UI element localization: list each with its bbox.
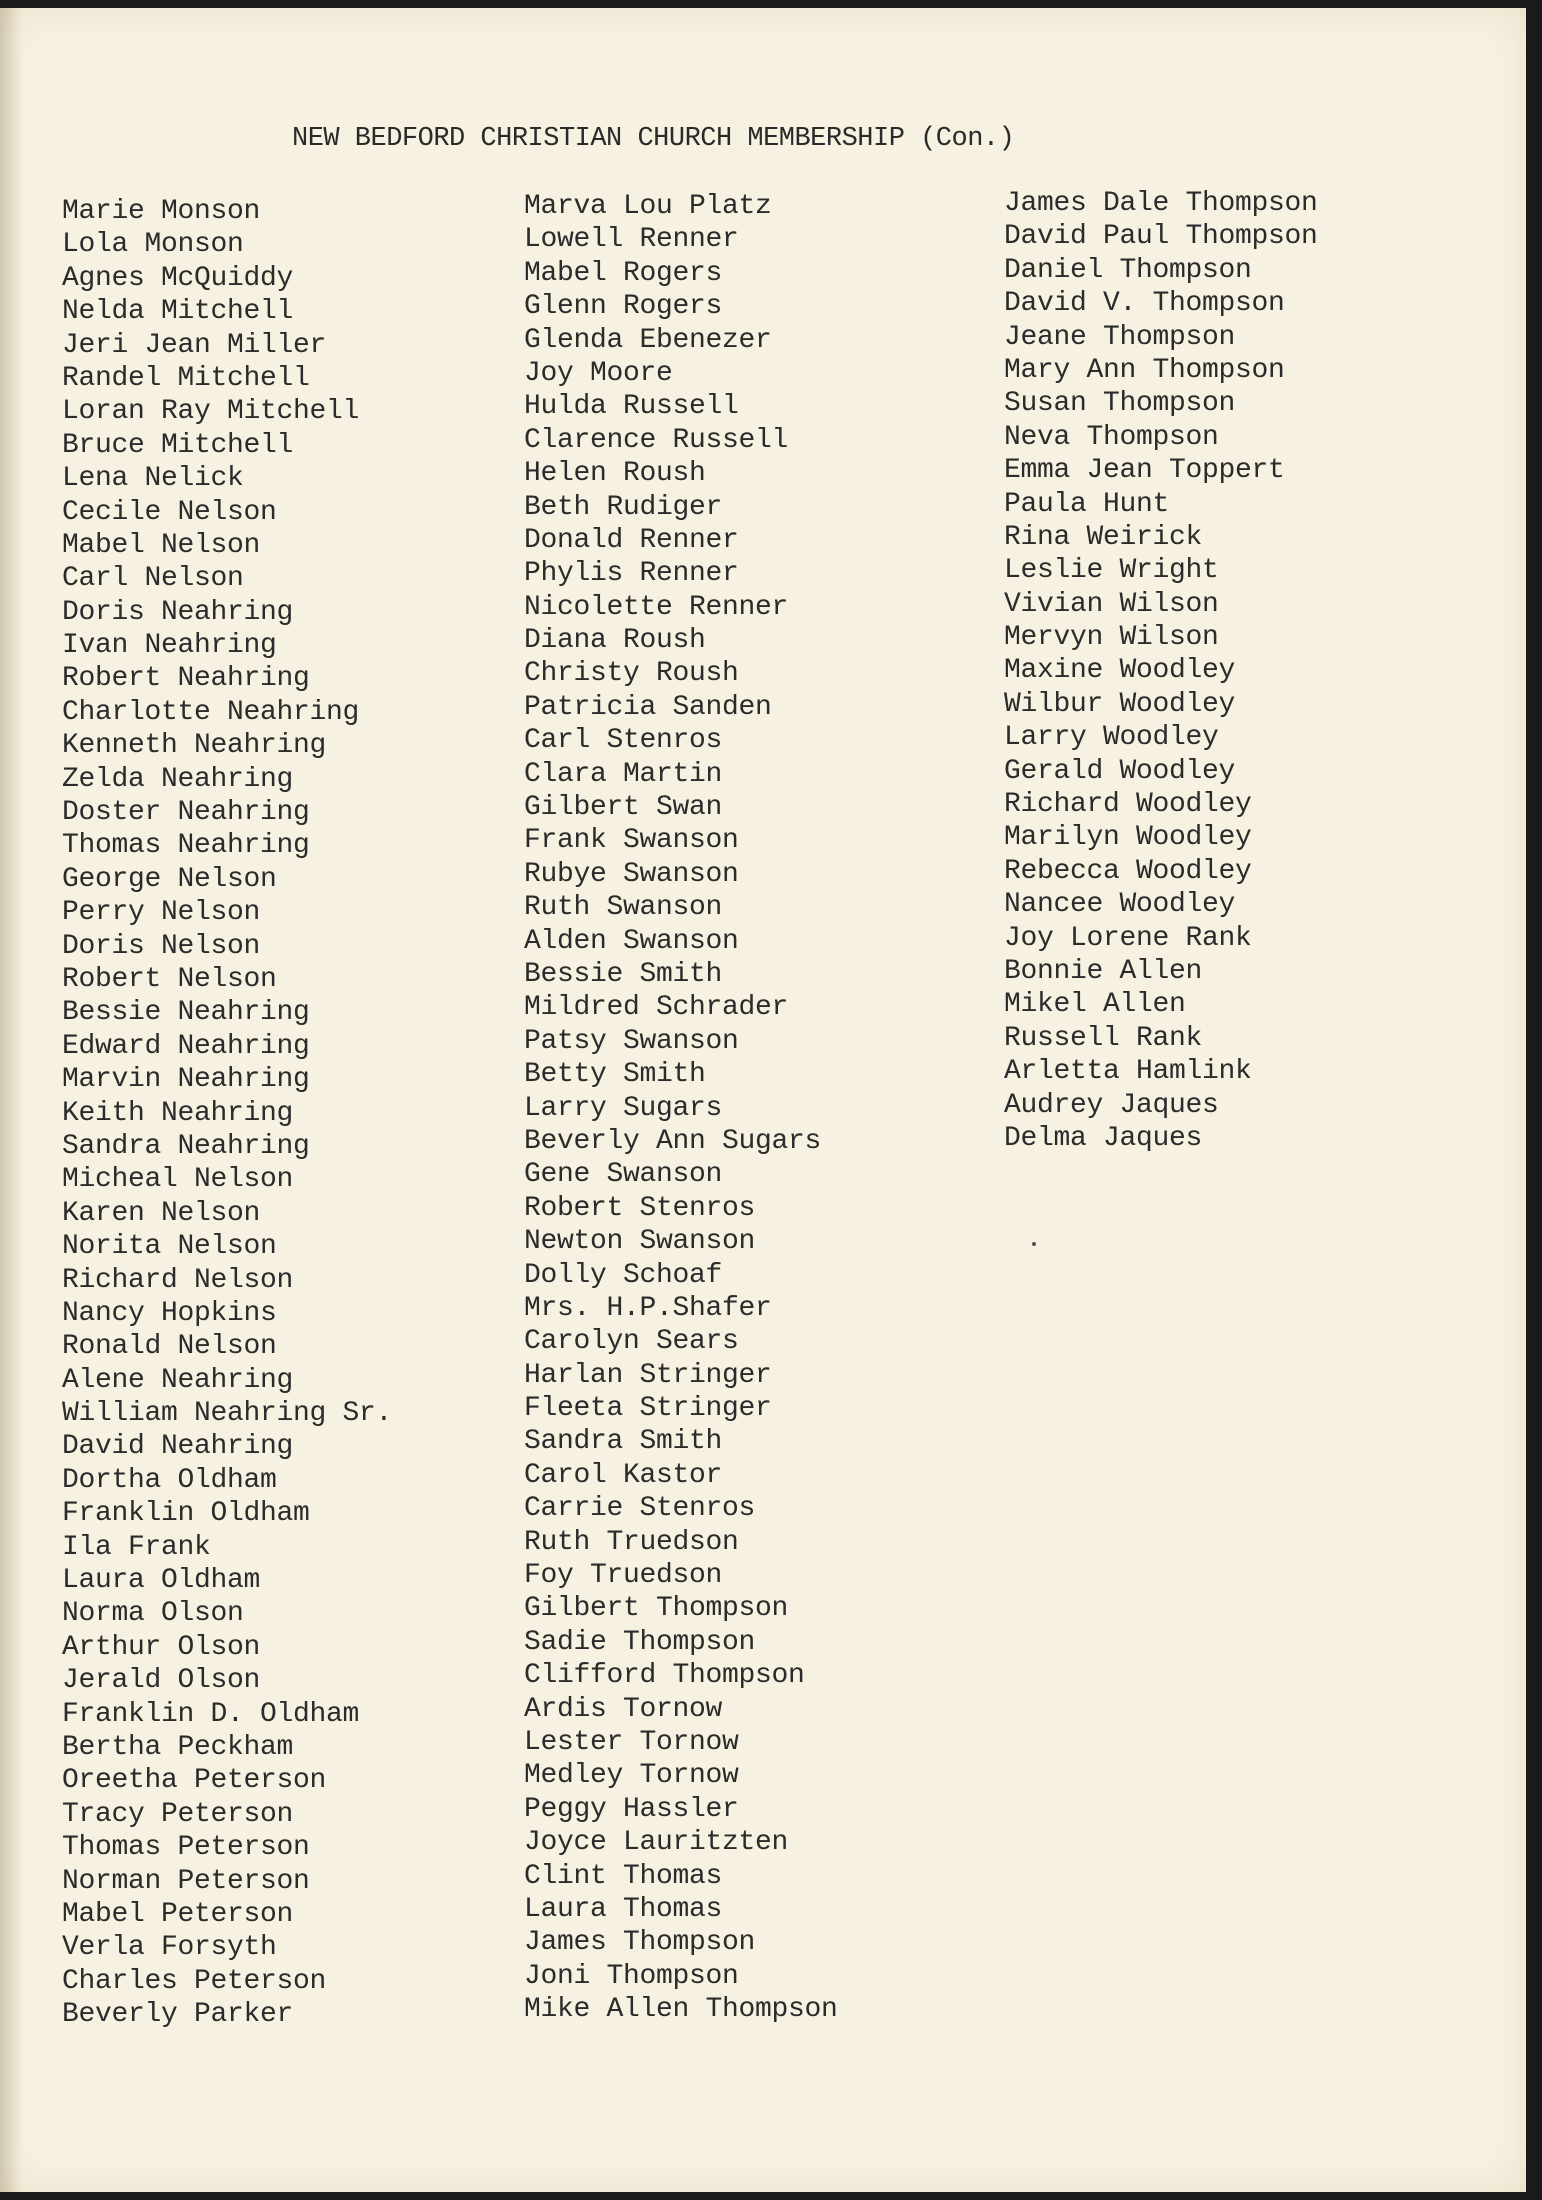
member-name: Kenneth Neahring bbox=[62, 730, 327, 762]
member-name: Nelda Mitchell bbox=[62, 296, 294, 328]
member-name: Rubye Swanson bbox=[524, 858, 739, 890]
member-name: James Thompson bbox=[524, 1927, 756, 1959]
member-name: Marva Lou Platz bbox=[524, 191, 772, 222]
member-name: Franklin D. Oldham bbox=[62, 1698, 360, 1730]
member-name: Nancee Woodley bbox=[1004, 889, 1236, 921]
member-name: Carl Stenros bbox=[524, 725, 723, 757]
member-name: Ivan Neahring bbox=[62, 630, 277, 662]
member-name: Beverly Parker bbox=[62, 1999, 294, 2031]
member-name: Carolyn Sears bbox=[524, 1326, 739, 1358]
member-name: Carl Nelson bbox=[62, 563, 244, 595]
member-name: Gerald Woodley bbox=[1004, 755, 1236, 787]
member-name: Zelda Neahring bbox=[62, 763, 294, 795]
member-name: Norman Peterson bbox=[62, 1865, 310, 1897]
member-name: Phylis Renner bbox=[524, 558, 739, 590]
member-name: Keith Neahring bbox=[62, 1097, 294, 1129]
member-name: Jerald Olson bbox=[62, 1665, 261, 1697]
member-name: Loran Ray Mitchell bbox=[62, 396, 360, 428]
member-name: Jeri Jean Miller bbox=[62, 329, 327, 361]
member-name: Leslie Wright bbox=[1004, 555, 1219, 587]
member-name: Paula Hunt bbox=[1004, 488, 1170, 520]
member-column-1 bbox=[62, 195, 392, 2031]
member-name: Franklin Oldham bbox=[62, 1498, 310, 1530]
member-name: Alden Swanson bbox=[524, 925, 739, 957]
member-name: Fleeta Stringer bbox=[524, 1393, 772, 1425]
member-name: Newton Swanson bbox=[524, 1226, 756, 1258]
member-name: Oreetha Peterson bbox=[62, 1765, 327, 1797]
member-name: Nicolette Renner bbox=[524, 591, 789, 623]
member-name: Carrie Stenros bbox=[524, 1493, 756, 1525]
page-title: NEW BEDFORD CHRISTIAN CHURCH MEMBERSHIP (Con.) bbox=[292, 124, 1015, 154]
member-name: Tracy Peterson bbox=[62, 1798, 294, 1830]
member-name: Hulda Russell bbox=[524, 391, 739, 423]
member-name: Clint Thomas bbox=[524, 1860, 723, 1892]
member-name: Richard Nelson bbox=[62, 1264, 294, 1296]
member-name: Carol Kastor bbox=[524, 1459, 723, 1491]
member-name: Russell Rank bbox=[1004, 1022, 1203, 1054]
member-name: Bessie Neahring bbox=[62, 997, 310, 1029]
member-name: Vivian Wilson bbox=[1004, 588, 1219, 620]
member-name: Joy Moore bbox=[524, 357, 673, 389]
member-name: Larry Sugars bbox=[524, 1092, 723, 1124]
member-name: David Neahring bbox=[62, 1431, 294, 1463]
member-name: David V. Thompson bbox=[1004, 288, 1285, 320]
member-name: Gilbert Swan bbox=[524, 792, 723, 824]
member-column-2 bbox=[524, 190, 838, 2026]
member-name: Marie Monson bbox=[62, 196, 261, 227]
member-name: Doris Neahring bbox=[62, 596, 294, 628]
member-name: Sandra Neahring bbox=[62, 1130, 310, 1162]
member-name: Laura Oldham bbox=[62, 1565, 261, 1597]
member-name: Foy Truedson bbox=[524, 1560, 723, 1592]
member-name: Arthur Olson bbox=[62, 1631, 261, 1663]
member-name: Ruth Swanson bbox=[524, 892, 723, 924]
member-name: Mabel Nelson bbox=[62, 529, 261, 561]
member-name: Peggy Hassler bbox=[524, 1793, 739, 1825]
member-name: Clara Martin bbox=[524, 758, 723, 790]
member-name: Agnes McQuiddy bbox=[62, 262, 294, 294]
member-name: Joyce Lauritzten bbox=[524, 1827, 789, 1859]
member-name: Beth Rudiger bbox=[524, 491, 723, 523]
member-name: Ruth Truedson bbox=[524, 1526, 739, 1558]
member-name: Rebecca Woodley bbox=[1004, 855, 1252, 887]
member-name: David Paul Thompson bbox=[1004, 221, 1318, 253]
member-name: Arletta Hamlink bbox=[1004, 1056, 1252, 1088]
member-name: Harlan Stringer bbox=[524, 1359, 772, 1391]
member-name: Diana Roush bbox=[524, 625, 706, 657]
member-name: Maxine Woodley bbox=[1004, 655, 1236, 687]
member-name: Joni Thompson bbox=[524, 1960, 739, 1992]
member-name: Mildred Schrader bbox=[524, 992, 789, 1024]
member-name: Norita Nelson bbox=[62, 1231, 277, 1263]
document-page bbox=[0, 8, 1526, 2192]
member-name: Lena Nelick bbox=[62, 463, 244, 495]
member-name: Richard Woodley bbox=[1004, 789, 1252, 821]
member-name: Lola Monson bbox=[62, 229, 244, 261]
member-name: Nancy Hopkins bbox=[62, 1297, 277, 1329]
member-name: Gilbert Thompson bbox=[524, 1593, 789, 1625]
member-name: Thomas Peterson bbox=[62, 1832, 310, 1864]
member-name: Patricia Sanden bbox=[524, 691, 772, 723]
member-name: Clifford Thompson bbox=[524, 1660, 805, 1692]
member-name: Mary Ann Thompson bbox=[1004, 354, 1285, 386]
member-name: Norma Olson bbox=[62, 1598, 244, 1630]
member-name: Daniel Thompson bbox=[1004, 254, 1252, 286]
member-name: Jeane Thompson bbox=[1004, 321, 1236, 353]
member-name: Marvin Neahring bbox=[62, 1064, 310, 1096]
member-name: Thomas Neahring bbox=[62, 830, 310, 862]
member-name: Delma Jaques bbox=[1004, 1122, 1203, 1154]
member-name: Bruce Mitchell bbox=[62, 429, 294, 461]
member-name: Lester Tornow bbox=[524, 1726, 739, 1758]
member-name: Charles Peterson bbox=[62, 1965, 327, 1997]
member-name: Emma Jean Toppert bbox=[1004, 455, 1285, 487]
member-name: Susan Thompson bbox=[1004, 388, 1236, 420]
member-name: Helen Roush bbox=[524, 458, 706, 490]
member-name: Frank Swanson bbox=[524, 825, 739, 857]
member-name: Sandra Smith bbox=[524, 1426, 723, 1458]
member-name: Bessie Smith bbox=[524, 958, 723, 990]
member-name: Mabel Peterson bbox=[62, 1898, 294, 1930]
member-name: Ronald Nelson bbox=[62, 1331, 277, 1363]
member-name: Wilbur Woodley bbox=[1004, 688, 1236, 720]
member-name: Bertha Peckham bbox=[62, 1731, 294, 1763]
member-name: Mabel Rogers bbox=[524, 257, 723, 289]
member-name: Laura Thomas bbox=[524, 1893, 723, 1925]
member-name: Donald Renner bbox=[524, 524, 739, 556]
member-name: Verla Forsyth bbox=[62, 1932, 277, 1964]
member-name: George Nelson bbox=[62, 863, 277, 895]
stray-mark bbox=[1032, 1242, 1036, 1246]
member-name: Doster Neahring bbox=[62, 797, 310, 829]
member-name: Lowell Renner bbox=[524, 224, 739, 256]
member-name: Betty Smith bbox=[524, 1059, 706, 1091]
member-name: Neva Thompson bbox=[1004, 421, 1219, 453]
member-name: Charlotte Neahring bbox=[62, 696, 360, 728]
member-name: Mikel Allen bbox=[1004, 989, 1186, 1021]
member-name: Audrey Jaques bbox=[1004, 1089, 1219, 1121]
member-name: Karen Nelson bbox=[62, 1197, 261, 1229]
member-name: Robert Neahring bbox=[62, 663, 310, 695]
member-name: Perry Nelson bbox=[62, 897, 261, 929]
member-name: Clarence Russell bbox=[524, 424, 789, 456]
member-name: Cecile Nelson bbox=[62, 496, 277, 528]
member-name: Mike Allen Thompson bbox=[524, 1994, 838, 2026]
member-name: Robert Nelson bbox=[62, 963, 277, 995]
member-name: Robert Stenros bbox=[524, 1192, 756, 1224]
member-column-3 bbox=[1004, 187, 1318, 1155]
member-name: Rina Weirick bbox=[1004, 521, 1203, 553]
member-name: Joy Lorene Rank bbox=[1004, 922, 1252, 954]
member-name: Glenn Rogers bbox=[524, 291, 723, 323]
member-name: Glenda Ebenezer bbox=[524, 324, 772, 356]
member-name: Larry Woodley bbox=[1004, 722, 1219, 754]
member-name: Mervyn Wilson bbox=[1004, 622, 1219, 654]
member-name: Micheal Nelson bbox=[62, 1164, 294, 1196]
member-name: Dolly Schoaf bbox=[524, 1259, 723, 1291]
member-name: Sadie Thompson bbox=[524, 1626, 756, 1658]
member-name: Christy Roush bbox=[524, 658, 739, 690]
member-name: Dortha Oldham bbox=[62, 1464, 277, 1496]
member-name: Marilyn Woodley bbox=[1004, 822, 1252, 854]
member-name: Ardis Tornow bbox=[524, 1693, 723, 1725]
member-name: Doris Nelson bbox=[62, 930, 261, 962]
member-name: Ila Frank bbox=[62, 1531, 211, 1563]
member-name: Edward Neahring bbox=[62, 1030, 310, 1062]
member-name: Beverly Ann Sugars bbox=[524, 1125, 822, 1157]
member-name: James Dale Thompson bbox=[1004, 188, 1318, 219]
member-name: Randel Mitchell bbox=[62, 362, 310, 394]
member-name: Medley Tornow bbox=[524, 1760, 739, 1792]
member-name: Mrs. H.P.Shafer bbox=[524, 1292, 772, 1324]
member-name: Bonnie Allen bbox=[1004, 955, 1203, 987]
member-name: Gene Swanson bbox=[524, 1159, 723, 1191]
member-name: Patsy Swanson bbox=[524, 1025, 739, 1057]
member-name: William Neahring Sr. bbox=[62, 1398, 393, 1430]
member-name: Alene Neahring bbox=[62, 1364, 294, 1396]
